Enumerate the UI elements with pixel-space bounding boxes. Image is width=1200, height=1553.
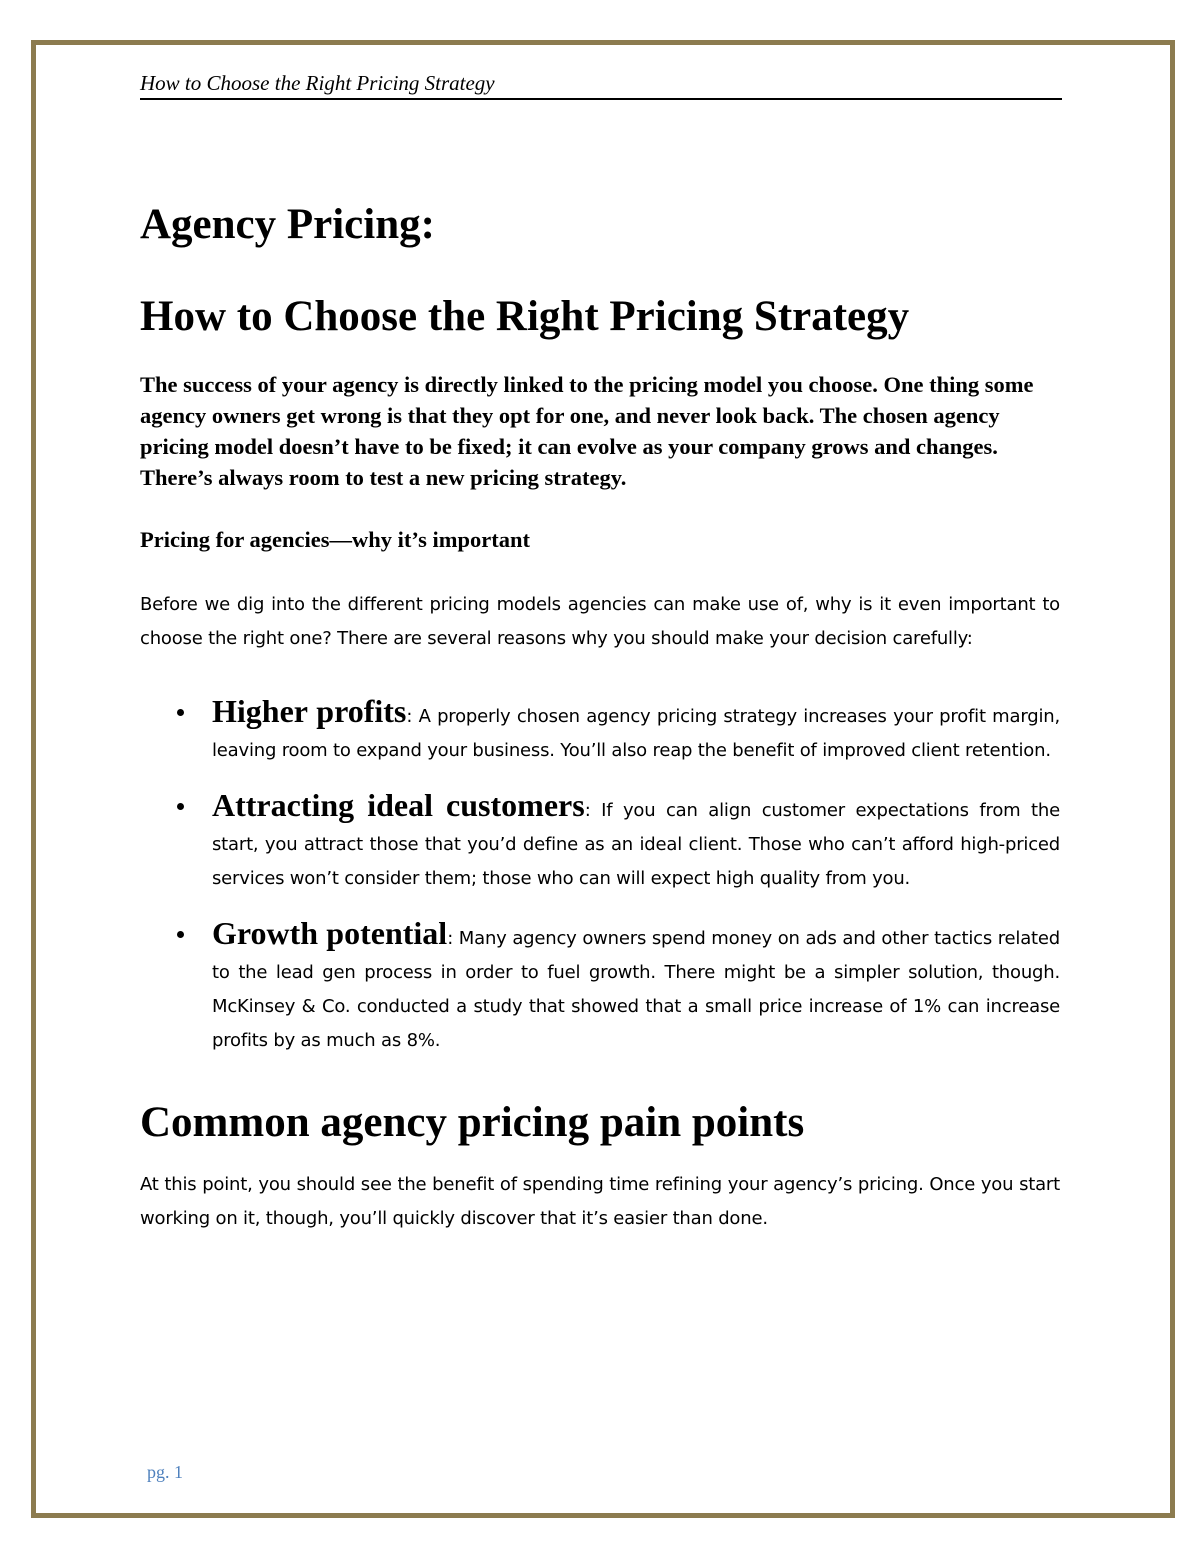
list-item xyxy=(140,916,1060,1058)
list-item xyxy=(140,788,1060,896)
bullet-term: Growth potential xyxy=(212,915,448,951)
body-paragraph: At this point, you should see the benefit of spending time refining your agency’s pricing. Once you start working on it, though, you’ll quickly discover that it’s easier than done. xyxy=(140,1174,1060,1229)
list-item xyxy=(140,694,1060,768)
bullet-description: : A properly chosen agency pricing strategy increases your profit margin, leaving room to expand your business. You’ll also reap the benefit of improved client retention. xyxy=(212,706,1060,761)
subheading: Pricing for agencies—why it’s important xyxy=(140,527,530,552)
document-subtitle: How to Choose the Right Pricing Strategy xyxy=(140,293,910,340)
intro-paragraph: The success of your agency is directly linked to the pricing model you choose. One thing some agency owners get wrong is that they opt for one, and never look back. The chosen agency pricing model doesn’t have to be fixed; it can evolve as your company grows and changes. There’s always room to test a new pricing strategy. xyxy=(140,372,1034,490)
page-number: pg. 1 xyxy=(147,1462,183,1482)
bullet-term: Higher profits xyxy=(212,693,407,729)
document-content xyxy=(140,70,1060,1236)
bullet-term: Attracting ideal customers xyxy=(212,787,585,823)
body-paragraph: Before we dig into the different pricing models agencies can make use of, why is it even important to choose the right one? There are several reasons why you should make your decision carefully: xyxy=(140,594,1060,649)
bullet-description: : If you can align customer expectations from the start, you attract those that you’d define as an ideal client. Those who can’t afford high-priced services won’t consider them; those who can will expect high quality from you. xyxy=(212,800,1061,889)
bullet-icon xyxy=(177,931,184,938)
running-header: How to Choose the Right Pricing Strategy xyxy=(140,70,1062,100)
section-heading: Common agency pricing pain points xyxy=(140,1099,805,1146)
bullet-description: : Many agency owners spend money on ads and other tactics related to the lead gen process in order to fuel growth. There might be a simpler solution, though. McKinsey & Co. conducted a study that showed that a small price increase of 1% can increase profits by as much as 8%. xyxy=(212,928,1061,1051)
bullet-icon xyxy=(177,803,184,810)
document-title: Agency Pricing: xyxy=(140,201,435,248)
bullet-icon xyxy=(177,709,184,716)
reasons-list xyxy=(140,694,1060,1058)
